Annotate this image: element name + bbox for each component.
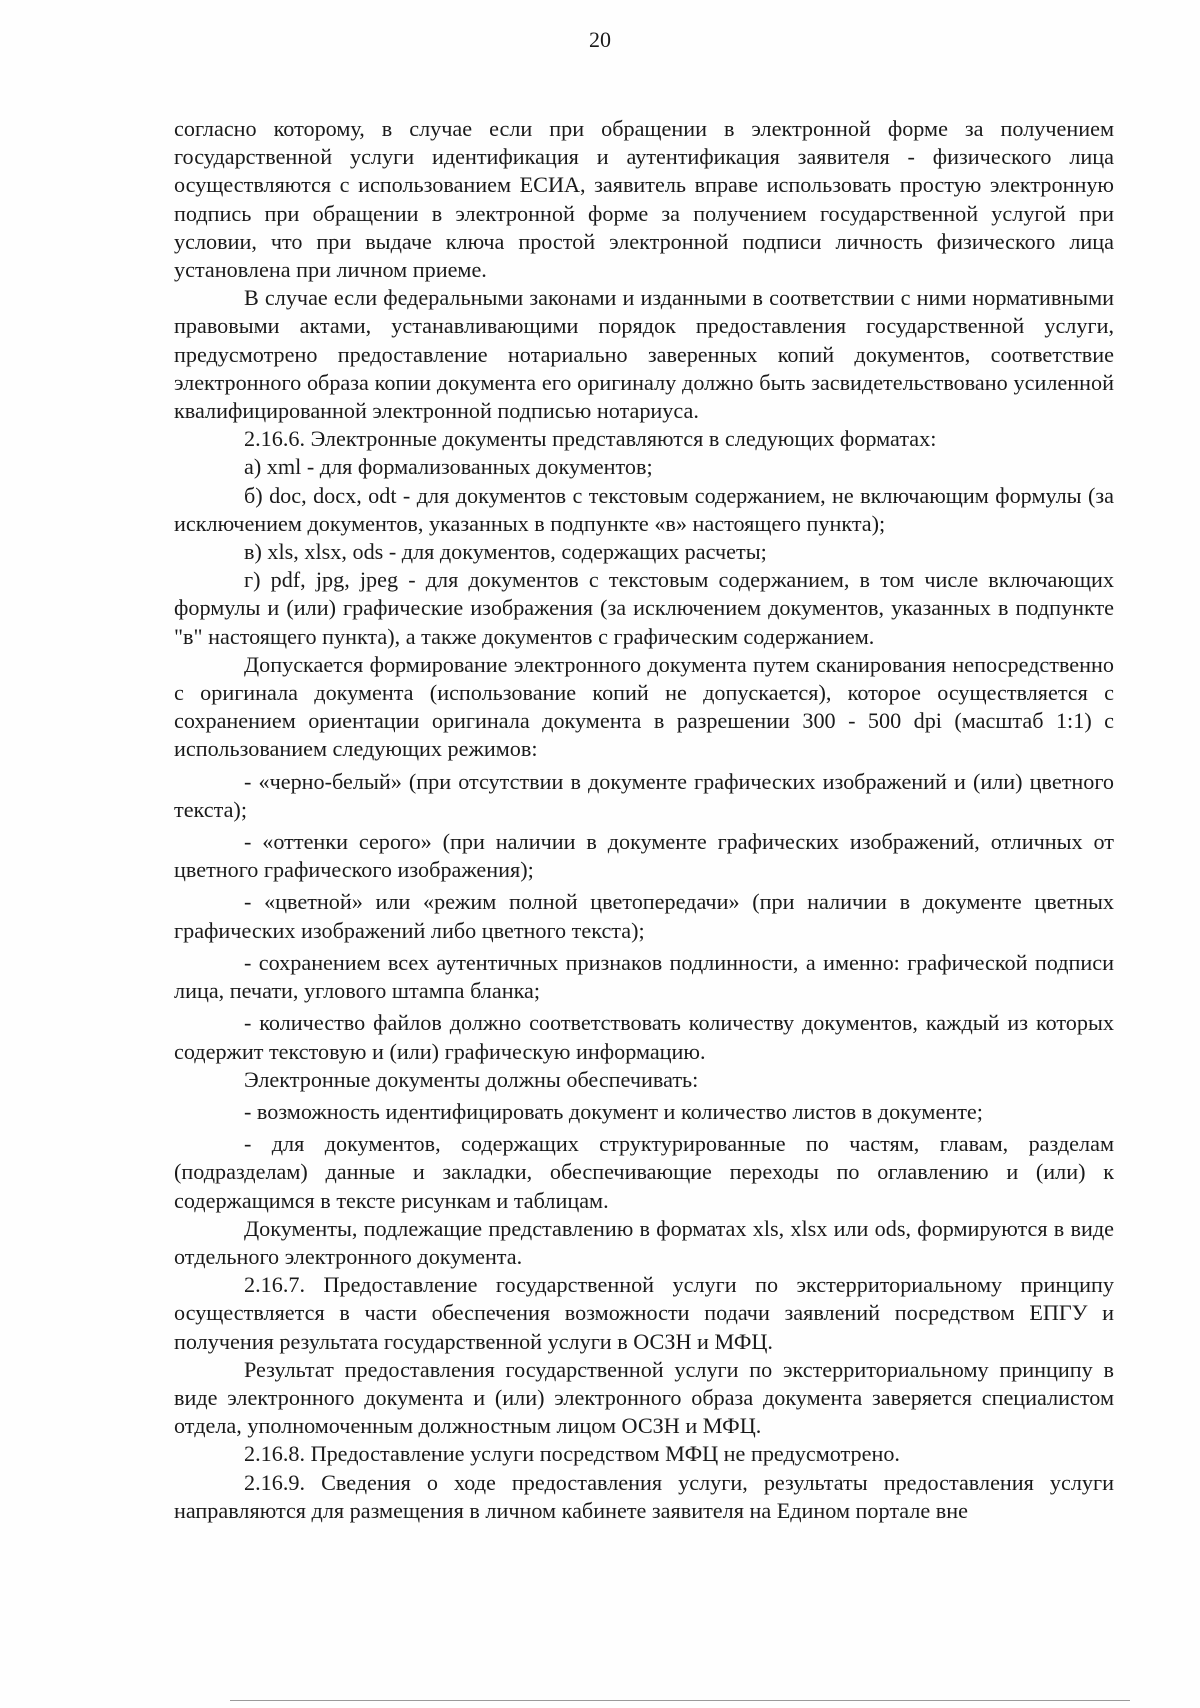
- list-item: - возможность идентифицировать документ и количество листов в документе;: [244, 1098, 983, 1124]
- list-item: - для документов, содержащих структурированные по частям, главам, разделам (подразделам) данные и закладки, обеспечивающие переходы по оглавлению и (или) к содержащимся в тексте рисункам и таблицам.: [174, 1131, 1114, 1213]
- page-number: 20: [589, 27, 611, 52]
- paragraph: В случае если федеральными законами и изданными в соответствии с ними нормативными правовыми актами, устанавливающими порядок предоставления государственной услуги, предусмотрено предоставление нотариально заверенных копий документов, соответствие электронного образа копии документа его оригиналу должно быть засвидетельствовано усиленной квалифицированной электронной подписью нотариуса.: [174, 285, 1114, 424]
- list-item: - количество файлов должно соответствовать количеству документов, каждый из которых содержит текстовую и (или) графическую информацию.: [174, 1010, 1114, 1064]
- paragraph: согласно которому, в случае если при обращении в электронной форме за получением государственной услуги идентификация и аутентификация заявителя - физического лица осуществляются с использованием ЕСИА, заявитель вправе использовать простую электронную подпись при обращении в электронной форме за получением государственной услугой при условии, что при выдаче ключа простой электронной подписи личность физического лица установлена при личном приеме.: [174, 116, 1114, 283]
- section-heading-2-16-8: 2.16.8. Предоставление услуги посредством МФЦ не предусмотрено.: [244, 1441, 900, 1467]
- list-item: - «цветной» или «режим полной цветопередачи» (при наличии в документе цветных графических изображений либо цветного текста);: [174, 889, 1114, 943]
- section-heading-2-16-6: 2.16.6. Электронные документы представляются в следующих форматах:: [244, 426, 937, 452]
- paragraph: Документы, подлежащие представлению в форматах xls, xlsx или ods, формируются в виде отдельного электронного документа.: [174, 1215, 1114, 1269]
- list-item: г) pdf, jpg, jpeg - для документов с текстовым содержанием, в том числе включающих формулы и (или) графические изображения (за исключением документов, указанных в подпункте "в" настоящего пункта), а также документов с графическим содержанием.: [174, 567, 1114, 649]
- section-heading-2-16-9: 2.16.9. Сведения о ходе предоставления услуги, результаты предоставления услуги направляются для размещения в личном кабинете заявителя на Едином портале вне: [174, 1469, 1114, 1523]
- list-item: в) xls, xlsx, ods - для документов, содержащих расчеты;: [244, 539, 767, 565]
- paragraph: Допускается формирование электронного документа путем сканирования непосредственно с оригинала документа (использование копий не допускается), которое осуществляется с сохранением ориентации оригинала документа в разрешении 300 - 500 dpi (масштаб 1:1) с использованием следующих режимов:: [174, 651, 1114, 762]
- page-bottom-divider: [230, 1700, 1130, 1701]
- document-body: [174, 115, 1114, 1525]
- list-item: б) doc, docx, odt - для документов с текстовым содержанием, не включающим формулы (за исключением документов, указанных в подпункте «в» настоящего пункта);: [174, 482, 1114, 536]
- list-item: - сохранением всех аутентичных признаков подлинности, а именно: графической подписи лица, печати, углового штампа бланка;: [174, 949, 1114, 1004]
- list-item: - «черно-белый» (при отсутствии в документе графических изображений и (или) цветного текста);: [174, 768, 1114, 822]
- list-item: а) xml - для формализованных документов;: [244, 454, 653, 480]
- section-heading-2-16-7: 2.16.7. Предоставление государственной услуги по экстерриториальному принципу осуществляется в части обеспечения возможности подачи заявлений посредством ЕПГУ и получения результата государственной услуги в ОСЗН и МФЦ.: [174, 1272, 1114, 1354]
- paragraph: Электронные документы должны обеспечивать:: [244, 1066, 699, 1092]
- paragraph: Результат предоставления государственной услуги по экстерриториальному принципу в виде электронного документа и (или) электронного образа документа заверяется специалистом отдела, уполномоченным должностным лицом ОСЗН и МФЦ.: [174, 1356, 1114, 1439]
- list-item: - «оттенки серого» (при наличии в документе графических изображений, отличных от цветного графического изображения);: [174, 829, 1114, 883]
